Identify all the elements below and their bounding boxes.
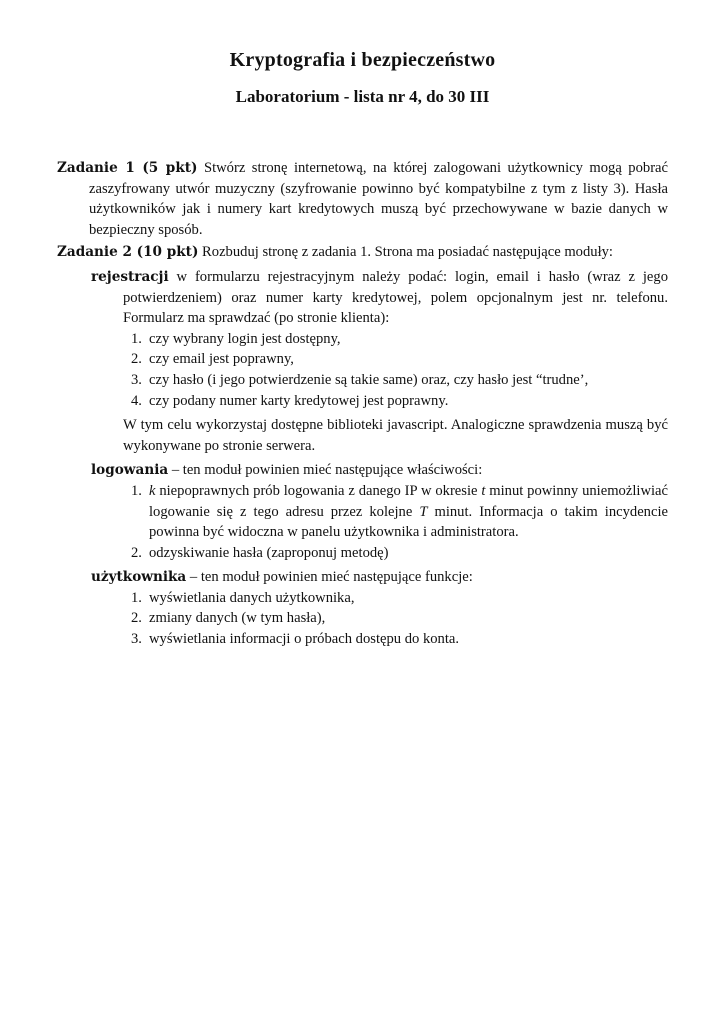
task-1 xyxy=(57,158,668,240)
task-2 xyxy=(57,242,668,263)
list-item-text: wyświetlania danych użytkownika, xyxy=(149,589,355,606)
list-item xyxy=(123,608,668,629)
list-item xyxy=(123,329,668,350)
task-1-text: Stwórz stronę internetową, na której zalogowani użytkownicy mogą pobrać zaszyfrowany utwór muzyczny (szyfrowanie powinno być kompatybilne z tym z listy 3). Hasła użytkowników jak i numery kart kredytowych muszą być przechowywane w bazie danych w bezpieczny sposób. xyxy=(89,160,669,238)
module-user-body xyxy=(123,588,668,650)
registration-note: W tym celu wykorzystaj dostępne biblioteki javascript. Analogiczne sprawdzenia muszą być wykonywane po stronie serwera. xyxy=(123,417,668,454)
list-item-number: 4. xyxy=(131,392,142,409)
module-login-name: logowania xyxy=(91,462,169,479)
list-item-number: 2. xyxy=(131,351,142,368)
list-item xyxy=(123,543,668,564)
module-registration-text: w formularzu rejestracyjnym należy podać: login, email i hasło (wraz z jego potwierdzeniem) oraz numer karty kredytowej, polem opcjonalnym jest nr. telefonu. Formularz ma sprawdzać (po stronie klienta): xyxy=(123,268,668,327)
module-registration-name: rejestracji xyxy=(91,268,169,285)
list-item-text: odzyskiwanie hasła (zaproponuj metodę) xyxy=(149,544,389,561)
page-title: Kryptografia i bezpieczeństwo xyxy=(229,49,496,71)
list-item-number: 3. xyxy=(131,371,142,388)
list-item-number: 2. xyxy=(131,544,142,561)
list-item-text: czy email jest poprawny, xyxy=(149,351,294,368)
list-item xyxy=(123,629,668,650)
math-var-t: t xyxy=(481,482,486,499)
list-item xyxy=(123,481,668,543)
list-item-text: niepoprawnych prób logowania z danego IP w okresie xyxy=(155,482,482,499)
list-item xyxy=(123,370,668,391)
list-item-number: 1. xyxy=(131,330,142,347)
module-user xyxy=(91,567,668,588)
math-var-k: k xyxy=(149,482,156,499)
list-item xyxy=(123,391,668,412)
document-body xyxy=(57,158,668,650)
list-item-text: zmiany danych (w tym hasła), xyxy=(149,610,326,627)
list-item-text: minut powinny uniemożliwiać logowanie się z tego adresu przez kolejne xyxy=(149,482,668,520)
module-login xyxy=(91,460,668,481)
list-item-text: czy podany numer karty kredytowej jest poprawny. xyxy=(149,392,449,409)
module-registration xyxy=(91,267,668,329)
module-login-body xyxy=(123,481,668,563)
module-registration-body xyxy=(123,329,668,457)
module-login-text: – ten moduł powinien mieć następujące właściwości: xyxy=(171,462,483,479)
list-item-number: 3. xyxy=(131,631,142,648)
list-item-number: 1. xyxy=(131,589,142,606)
list-item xyxy=(123,588,668,609)
math-var-T: T xyxy=(419,503,428,520)
list-item xyxy=(123,349,668,370)
task-2-heading: Zadanie 2 (10 pkt) xyxy=(57,244,199,261)
list-item-number: 1. xyxy=(131,482,142,499)
task-1-heading: Zadanie 1 (5 pkt) xyxy=(57,160,198,176)
list-item-text: minut. Informacja o takim incydencie powinna być widoczna w panelu użytkownika i administratora. xyxy=(149,503,668,541)
list-item-text: czy hasło (i jego potwierdzenie są takie same) oraz, czy hasło jest “trudne’, xyxy=(149,371,589,388)
login-property-list xyxy=(123,481,668,563)
page-subtitle: Laboratorium - lista nr 4, do 30 III xyxy=(235,87,490,106)
task-2-text: Rozbuduj stronę z zadania 1. Strona ma posiadać następujące moduły: xyxy=(202,244,613,261)
list-item-number: 2. xyxy=(131,610,142,627)
list-item-text: czy wybrany login jest dostępny, xyxy=(149,330,341,347)
registration-check-list xyxy=(123,329,668,411)
module-user-text: – ten moduł powinien mieć następujące funkcje: xyxy=(189,569,473,586)
module-user-name: użytkownika xyxy=(91,569,187,586)
list-item-text: wyświetlania informacji o próbach dostępu do konta. xyxy=(149,631,460,648)
user-function-list xyxy=(123,588,668,650)
